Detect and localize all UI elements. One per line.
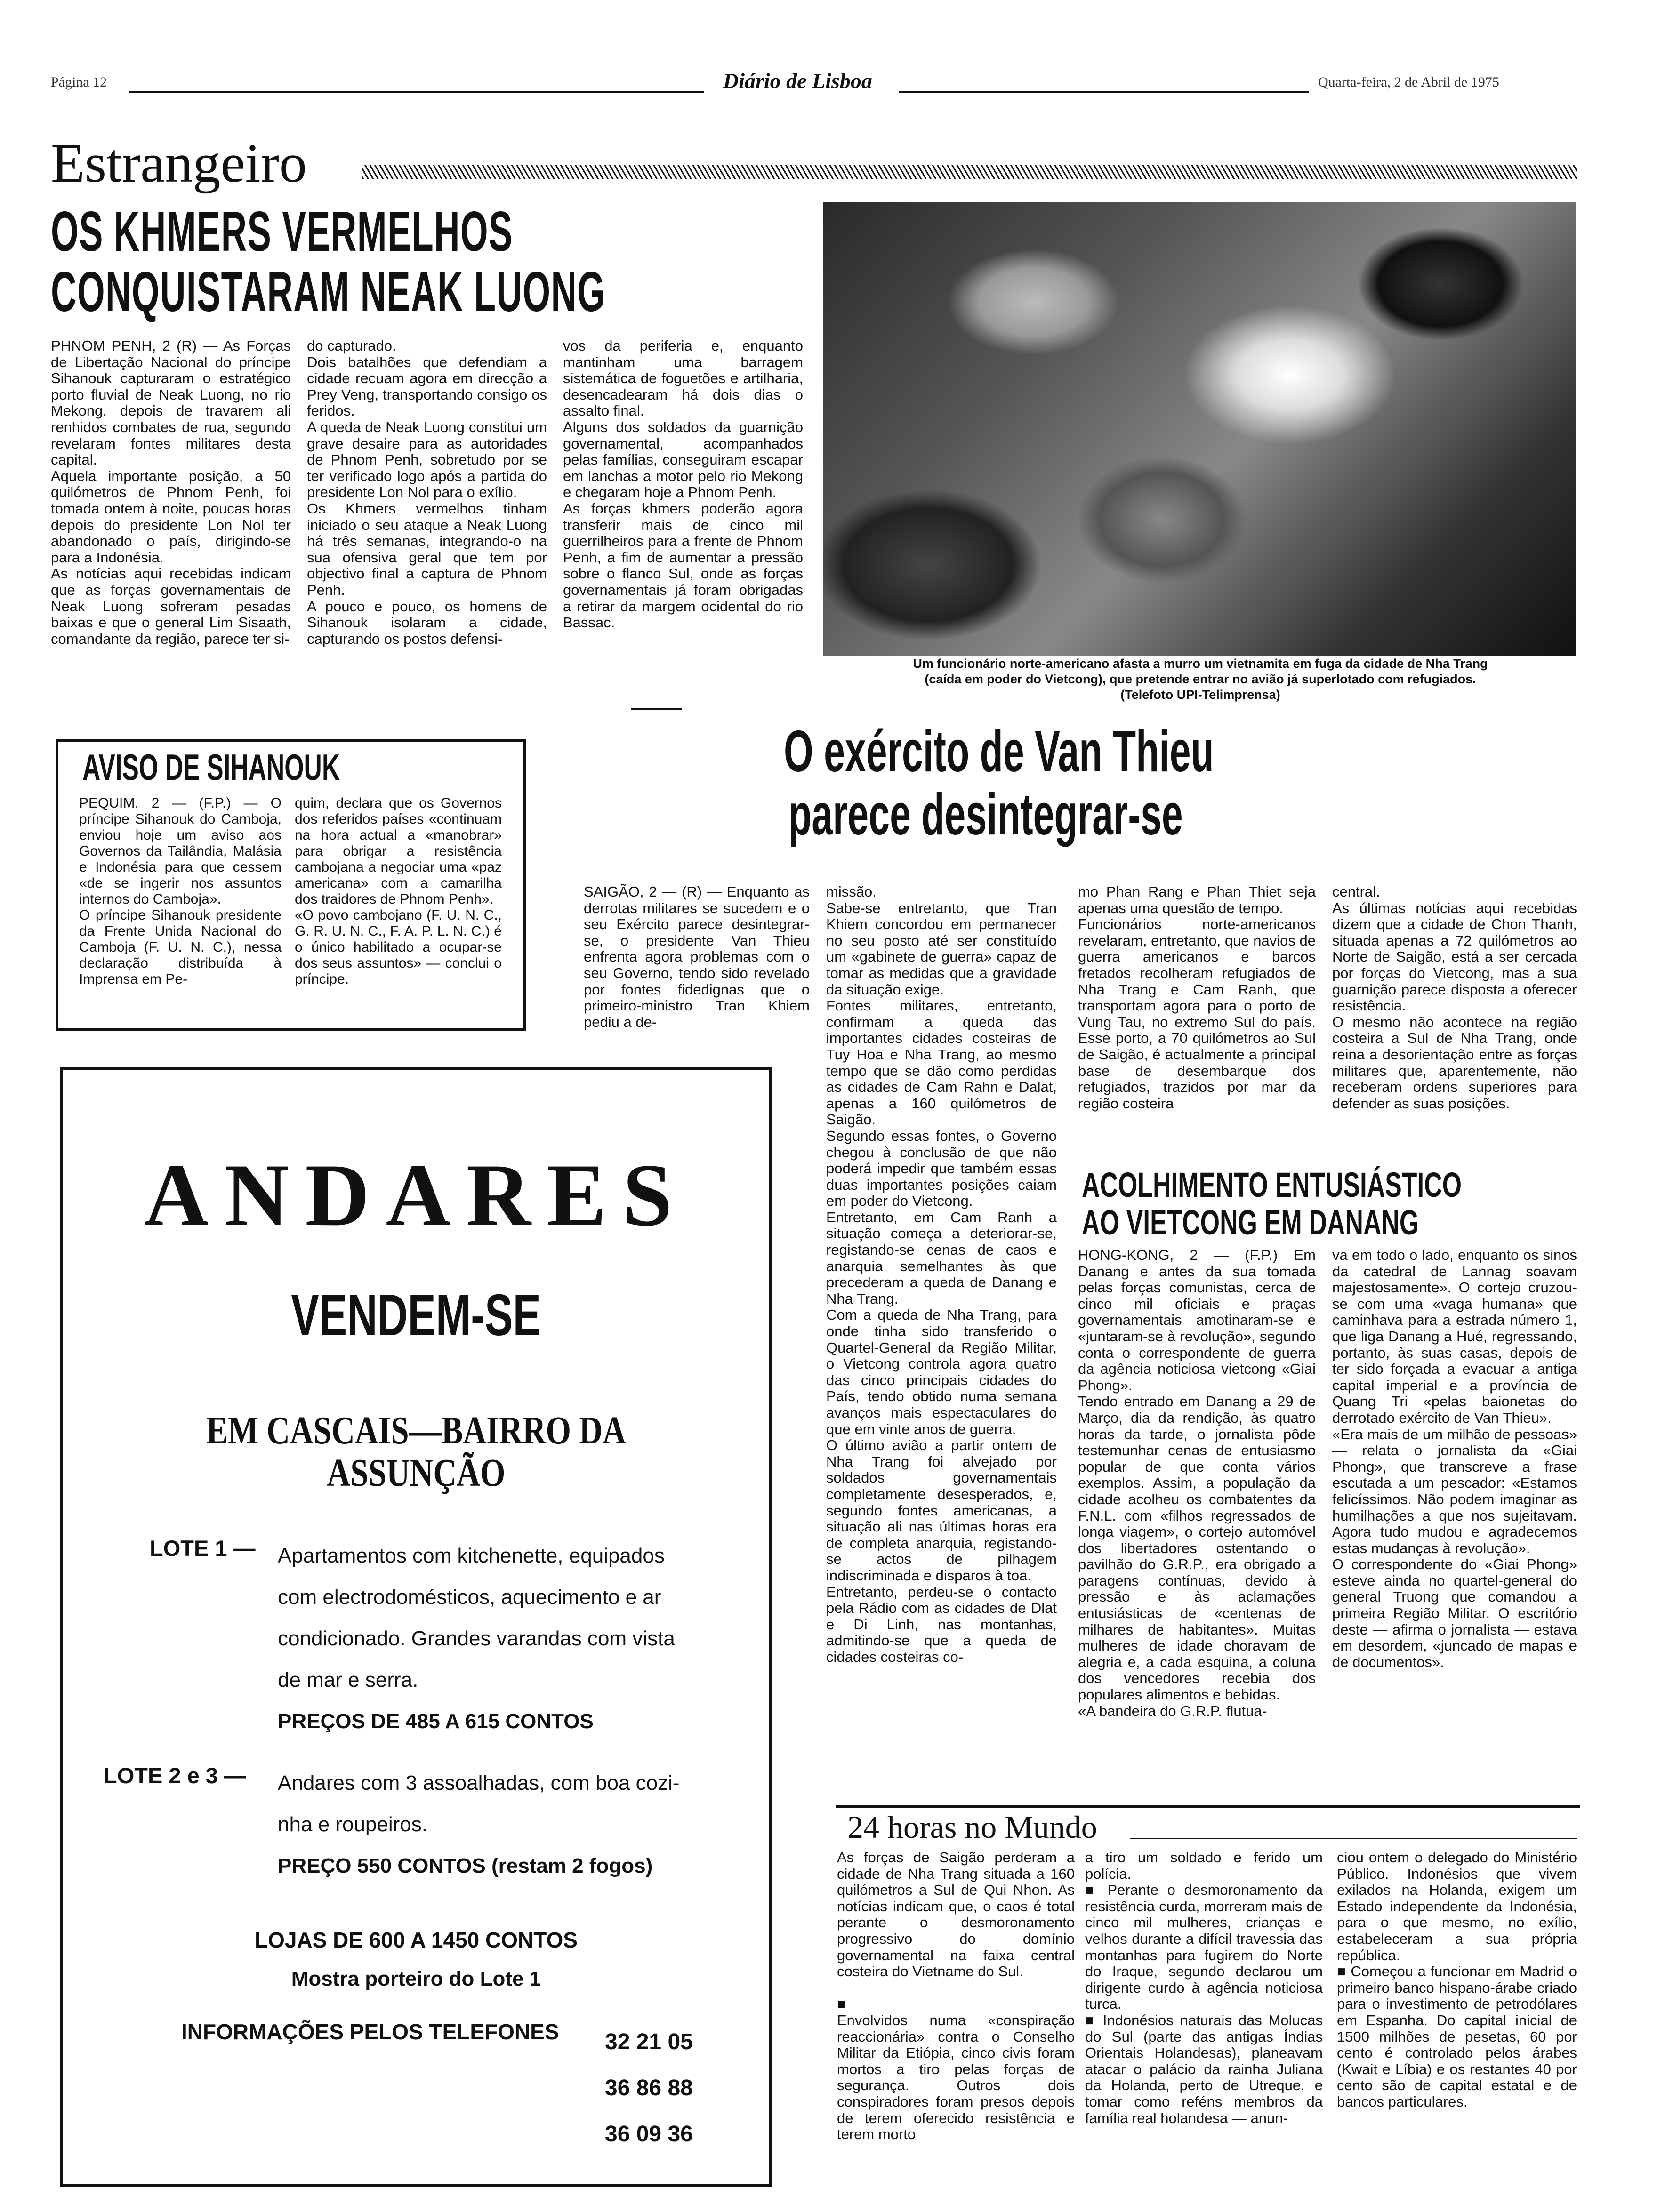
separator-dash	[631, 708, 682, 710]
lead-column-2: do capturado. Dois batalhões que defendiam a cidade recuam agora em direcção a Prey Veng, transportando consigo os feridos. A queda de Neak Luong constitui um grave desaire para as autoridades de Phnom Penh, sobretudo por se ter verificado logo após a partida do presidente Lon Nol para o exílio. Os Khmers vermelhos tinham iniciado o seu ataque a Neak Luong há três semanas, integrando-o na sua ofensiva geral que tem por objectivo final a captura de Phnom Penh. A pouco e pouco, os homens de Sihanouk isolaram a cidade, capturando os postos defensi-	[307, 338, 547, 647]
aviso-column-1: PEQUIM, 2 — (F.P.) — O príncipe Sihanouk do Camboja, enviou hoje um aviso aos Governos da Tailândia, Malásia e Indonésia para que cessem «de se ingerir nos assuntos internos do Camboja». O príncipe Sihanouk presidente da Frente Unida Nacional do Camboja (F. U. N. C.), nessa declaração distribuída à Imprensa em Pe-	[79, 795, 282, 987]
ad-phone-1: 32 21 05	[605, 2029, 693, 2054]
masthead-rule-left	[129, 91, 704, 93]
issue-date: Quarta-feira, 2 de Abril de 1975	[1318, 74, 1499, 90]
ad-lote23-line1: Andares com 3 assoalhadas, com boa cozi-	[278, 1771, 680, 1795]
ad-porteiro: Mostra porteiro do Lote 1	[291, 1967, 541, 1990]
lead-column-3: vos da periferia e, enquanto mantinham uma barragem sistemática de foguetões e artilharia, desencadearam há dois dias o assalto final. Alguns dos soldados da guarnição governamental, acompanhados pelas famílias, conseguiram escapar em lanchas a motor pelo rio Mekong e chegaram hoje a Phnom Penh. As forças khmers poderão agora transferir mais de cinco mil guerrilheiros para a frente de Phnom Penh, a fim de aumentar a pressão sobre o flanco Sul, onde as forças governamentais já foram obrigadas a retirar da margem ocidental do rio Bassac.	[563, 338, 803, 631]
aviso-title: AVISO DE SIHANOUK	[82, 746, 340, 788]
ad-phone-3: 36 09 36	[605, 2122, 693, 2147]
ad-lote1-line1: Apartamentos com kitchenette, equipados	[278, 1544, 665, 1567]
ad-location: EM CASCAIS—BAIRRO DA ASSUNÇÃO	[206, 1409, 626, 1495]
ad-lojas: LOJAS DE 600 A 1450 CONTOS	[254, 1928, 578, 1952]
lead-column-1: PHNOM PENH, 2 (R) — As Forças de Libertação Nacional do príncipe Sihanouk capturaram o estratégico porto fluvial de Neak Luong, no rio Mekong, depois de travarem ali renhidos combates de rua, segundo revelaram fontes militares desta capital. Aquela importante posição, a 50 quilómetros de Phnom Penh, foi tomada ontem à noite, poucas horas depois do presidente Lon Nol ter abandonado o país, dirigindo-se para a Indonésia. As notícias aqui recebidas indicam que as forças governamentais de Neak Luong sofreram pesadas baixas e que o general Lim Sisaath, comandante da região, parece ter si-	[51, 338, 291, 647]
danang-headline-line1: ACOLHIMENTO ENTUSIÁSTICO	[1082, 1165, 1462, 1204]
danang-headline-line2: AO VIETCONG EM DANANG	[1082, 1203, 1419, 1242]
ad-title: ANDARES	[144, 1146, 689, 1245]
ad-lote23-line2: nha e roupeiros.	[278, 1813, 427, 1836]
ad-phones	[605, 2019, 693, 2157]
danang-headline	[1082, 1166, 1609, 1242]
news-photo	[823, 202, 1576, 656]
ad-lote1-label: LOTE 1 —	[150, 1536, 256, 1561]
thieu-column-3: mo Phan Rang e Phan Thiet seja apenas uma questão de tempo. Funcionários norte-americanos revelaram, entretanto, que navios de guerra americanos e barcos fretados recolheram refugiados de Nha Trang e Cam Ranh, que transportam agora para o porto de Vung Tau, no extremo Sul do país. Esse porto, a 70 quilómetros ao Sul de Saigão, é actualmente a principal base de desembarque dos refugiados, trazidos por mar da região costeira	[1078, 884, 1316, 1112]
lead-headline	[51, 201, 931, 322]
aviso-title-wrap	[82, 747, 461, 787]
lead-headline-line2: CONQUISTARAM NEAK LUONG	[51, 260, 606, 323]
ad-lote1-line2: com electrodomésticos, aquecimento e ar	[278, 1586, 661, 1609]
aviso-column-2: quim, declara que os Governos dos referidos países «continuam na hora actual a «manobrar» para obrigar a resistência cambojana a negociar uma «paz americana» com a camarilha dos traidores de Phnom Penh». «O povo cambojano (F. U. N. C., G. R. U. N. C., F. A. P. L. N. C.) é o único habilitado a ocupar-se dos seus assuntos» — conclui o príncipe.	[295, 795, 502, 987]
thieu-column-2: missão. Sabe-se entretanto, que Tran Khiem concordou em permanecer no seu posto até ser constituído um «gabinete de guerra» capaz de tomar as medidas que a gravidade da situação exige. Fontes militares, entretanto, confirmam a queda das importantes cidades costeiras de Tuy Hoa e Nha Trang, ao mesmo tempo que se dão como perdidas as cidades de Cam Rahn e Dalat, apenas a 160 quilómetros de Saigão. Segundo essas fontes, o Governo chegou à conclusão de que não poderá impedir que também essas duas importantes posições caiam em poder do Vietcong. Entretanto, em Cam Ranh a situação começa a deteriorar-se, registando-se cenas de caos e anarquia semelhantes às que precederam a queda de Danang e Nha Trang. Com a queda de Nha Trang, para onde tinha sido transferido o Quartel-General da Região Militar, o Vietcong controla agora quatro das cinco principais cidades do País, tendo obtido numa semana avanços mais espectaculares do que em vinte anos de guerra. O último avião a partir ontem de Nha Trang foi alvejado por soldados governamentais completamente desesperados, e, segundo fontes americanas, a situação ali nas últimas horas era de completa anarquia, registando-se actos de pilhagem indiscriminada e disparos à toa. Entretanto, perdeu-se o contacto pela Rádio com as cidades de Dlat e Di Linh, nas montanhas, admitindo-se que a queda de cidades costeiras co-	[826, 884, 1057, 1665]
ad-subtitle: VENDEM-SE	[291, 1283, 541, 1348]
mundo-title-rule	[1130, 1838, 1577, 1839]
ad-info: INFORMAÇÕES PELOS TELEFONES	[181, 2020, 559, 2044]
photo-credit: (Telefoto UPI-Telimprensa)	[1120, 688, 1280, 702]
mundo-title: 24 horas no Mundo	[847, 1809, 1097, 1845]
masthead-rule-right	[899, 91, 1309, 93]
ad-lote1-price: PREÇOS DE 485 A 615 CONTOS	[278, 1710, 594, 1733]
photo-caption	[819, 656, 1582, 703]
mundo-column-3: ciou ontem o delegado do Ministério Público. Indonésios que vivem exilados na Holanda, exigem um Estado independente da Indonésia, para o que mesmo, no exílio, estabeleceram a sua própria república. ■ Começou a funcionar em Madrid o primeiro banco hispano-árabe criado para o investimento de petrodólares em Espanha. Do capital inicial de 1500 milhões de pesetas, 60 por cento é controlado pelos árabes (Kwait e Líbia) e os restantes 40 por cento são de capital estatal e de bancos particulares.	[1337, 1850, 1577, 2110]
thieu-column-4: central. As últimas notícias aqui recebidas dizem que a cidade de Chon Thanh, situada apenas a 72 quilómetros ao Norte de Saigão, está a ser cercada por forças do Vietcong, mas a sua guarnição parece disposta a oferecer resistência. O mesmo não acontece na região costeira a Sul de Nha Trang, onde reina a desorientação entre as forças militares que, aparentemente, não receberam ordens superiores para defender as suas posições.	[1332, 884, 1577, 1112]
thieu-headline	[784, 720, 1446, 846]
ad-lote23-price: PREÇO 550 CONTOS (restam 2 fogos)	[278, 1854, 653, 1877]
section-title: Estrangeiro	[51, 132, 307, 194]
ad-lote1-text	[278, 1535, 675, 1742]
ad-subtitle-wrap	[60, 1285, 772, 1346]
newspaper-name: Diário de Lisboa	[723, 69, 872, 93]
thieu-headline-line1: O exército de Van Thieu	[784, 719, 1214, 784]
ad-lote1-line3: condicionado. Grandes varandas com vista	[278, 1627, 675, 1650]
lead-headline-line1: OS KHMERS VERMELHOS	[51, 200, 513, 263]
photo-caption-line1: Um funcionário norte-americano afasta a murro um vietnamita em fuga da cidade de Nha Trang	[913, 657, 1488, 671]
ad-lote23-text	[278, 1763, 680, 1887]
page-number: Página 12	[51, 74, 107, 90]
mundo-top-rule	[836, 1805, 1580, 1808]
thieu-headline-line2: parece desintegrar-se	[788, 782, 1183, 847]
danang-column-1: HONG-KONG, 2 — (F.P.) Em Danang e antes da sua tomada pelas forças comunistas, cerca de cinco mil oficiais e praças governamentais amotinaram-se e «juntaram-se à revolução», segundo conta o correspondente de guerra da agência noticiosa vietcong «Giai Phong». Tendo entrado em Danang a 29 de Março, dia da rendição, às quatro horas da tarde, o jornalista pôde testemunhar cenas de entusiasmo popular de que conta vários exemplos. Assim, a população da cidade acolheu os combatentes da F.N.L. com «filhos regressados de longa viagem», o cortejo automóvel dos libertadores ostentando o pavilhão do G.R.P., era obrigado a paragens contínuas, devido à pressão e às aclamações entusiásticas de «centenas de milhares de habitantes». Muitas mulheres de idade choravam de alegria e, a cada esquina, a coluna dos vencedores recebia dos populares alimentos e bebidas. «A bandeira do G.R.P. flutua-	[1078, 1247, 1316, 1719]
ad-lote1-line4: de mar e serra.	[278, 1668, 418, 1691]
ad-phone-2: 36 86 88	[605, 2076, 693, 2100]
ad-location-wrap	[60, 1410, 772, 1494]
ad-lote23-label: LOTE 2 e 3 —	[104, 1763, 246, 1788]
thieu-column-1: SAIGÃO, 2 — (R) — Enquanto as derrotas militares se sucedem e o seu Exército parece desintegrar-se, o presidente Van Thieu enfrenta agora problemas com o seu Governo, tendo sido revelado por fontes fidedignas que o primeiro-ministro Tran Khiem pediu a de-	[584, 884, 810, 1030]
danang-column-2: va em todo o lado, enquanto os sinos da catedral de Lannag soavam majestosamente». O cortejo cruzou-se com uma «vaga humana» que caminhava para a estrada número 1, que liga Danang a Hué, regressando, portanto, às suas casas, depois de ter sido forçada a evacuar a antiga capital imperial e a província de Quang Tri «pelas baionetas do derrotado exército de Van Thieu». «Era mais de um milhão de pessoas» — relata o jornalista da «Giai Phong», que transcreve a frase escutada a um pescador: «Estamos felicíssimos. Não podem imaginar as humilhações a que nos sujeitavam. Agora tudo mudou e agradecemos estas mudanças à revolução». O correspondente do «Giai Phong» esteve ainda no quartel-general do general Truong que comandou a primeira Região Militar. O escritório deste — afirma o jornalista — estava em desordem, «juncado de mapas e de documentos».	[1332, 1247, 1577, 1670]
mundo-column-1: As forças de Saigão perderam a cidade de Nha Trang situada a 160 quilómetros a Sul de Qui Nhon. As notícias indicam que, o caos é total perante o desmoronamento progressivo do domínio governamental na faixa central costeira do Vietname do Sul. ■ Envolvidos numa «conspiração reaccionária» contra o Conselho Militar da Etiópia, cinco civis foram mortos a tiro pelas forças de segurança. Outros dois conspiradores foram presos depois de terem oferecido resistência e terem morto	[837, 1850, 1075, 2143]
mundo-column-2: a tiro um soldado e ferido um polícia. ■ Perante o desmoronamento da resistência curda, morreram mais de cinco mil mulheres, crianças e velhos durante a difícil travessia das montanhas para fugirem do Norte do Iraque, segundo declarou um dirigente curdo à agência noticiosa turca. ■ Indonésios naturais das Molucas do Sul (parte das antigas Índias Orientais Holandesas), planeavam atacar o palácio da rainha Juliana da Holanda, perto de Utreque, e tomar como reféns membros da família real holandesa — anun-	[1085, 1850, 1323, 2126]
section-hatch-rule	[362, 165, 1577, 179]
photo-caption-line2: (caída em poder do Vietcong), que pretende entrar no avião já superlotado com refugiados.	[925, 672, 1476, 686]
